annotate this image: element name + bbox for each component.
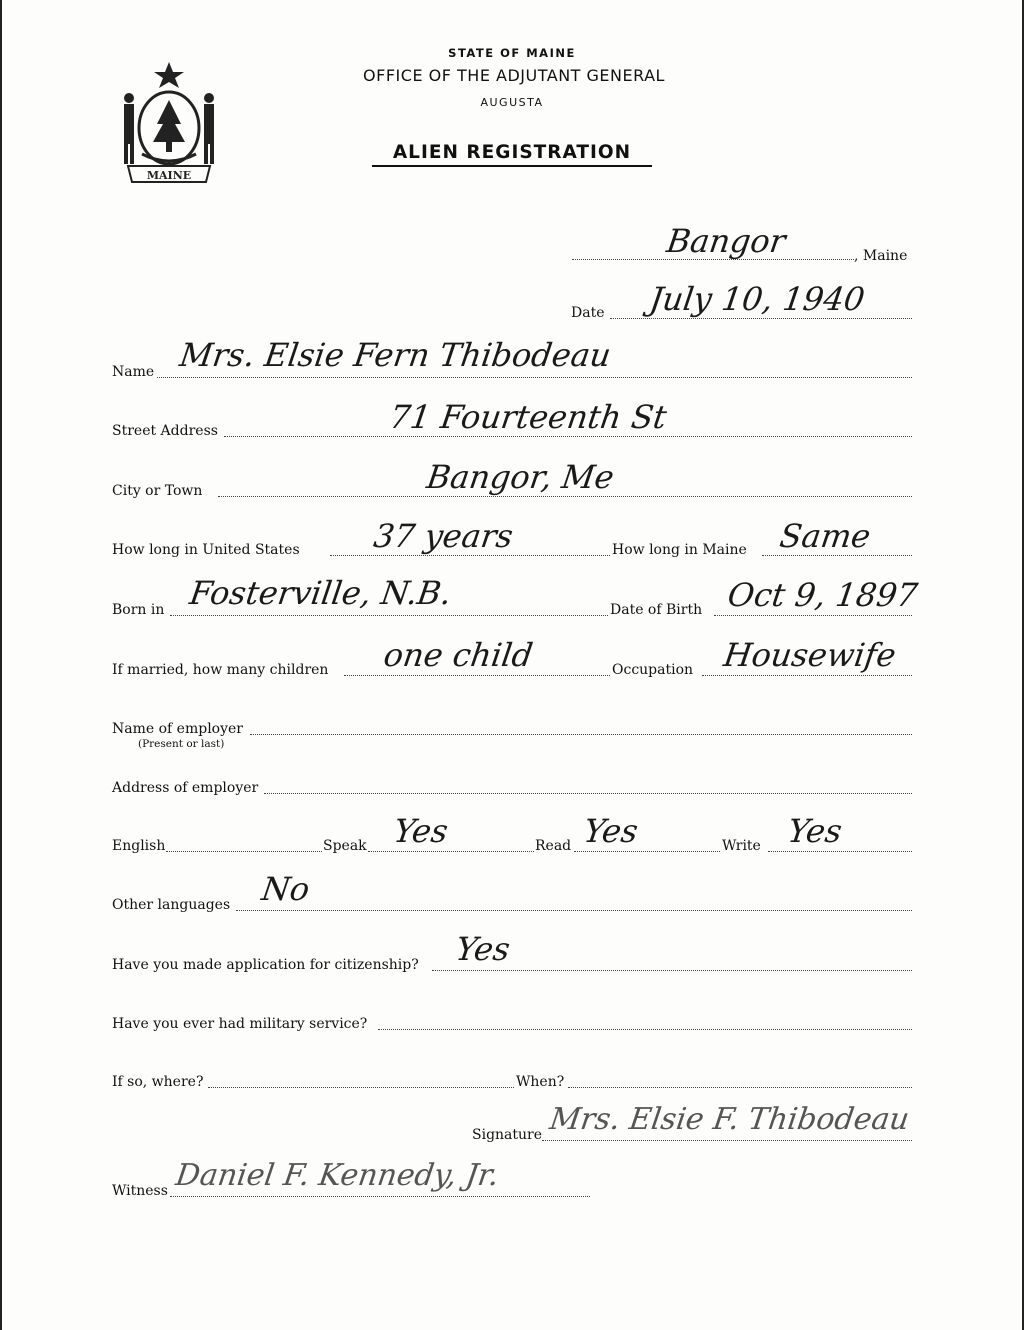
- occupation-label: Occupation: [612, 662, 694, 678]
- place-value: Bangor: [664, 222, 788, 260]
- state-heading: STATE OF MAINE: [448, 46, 576, 60]
- how-long-maine-line: [762, 555, 912, 556]
- children-label: If married, how many children: [112, 662, 329, 678]
- other-languages-label: Other languages: [112, 897, 231, 913]
- date-of-birth-label: Date of Birth: [610, 602, 703, 618]
- military-line: [378, 1029, 912, 1030]
- where-line: [208, 1087, 514, 1088]
- born-in-value: Fosterville, N.B.: [187, 574, 454, 612]
- write-label: Write: [722, 838, 761, 854]
- born-in-line: [170, 615, 608, 616]
- city-value: Bangor, Me: [424, 458, 617, 496]
- citizenship-label: Have you made application for citizenship?: [112, 957, 419, 973]
- speak-value: Yes: [391, 812, 451, 850]
- city-heading: AUGUSTA: [480, 96, 544, 109]
- svg-text:MAINE: MAINE: [146, 169, 192, 182]
- how-long-us-label: How long in United States: [112, 542, 300, 558]
- signature-label: Signature: [472, 1127, 543, 1143]
- office-heading: OFFICE OF THE ADJUTANT GENERAL: [363, 66, 665, 85]
- employer-address-line: [264, 793, 912, 794]
- where-label: If so, where?: [112, 1074, 204, 1090]
- date-of-birth-line: [714, 615, 912, 616]
- date-label: Date: [571, 305, 605, 321]
- how-long-us-line: [330, 555, 610, 556]
- write-value: Yes: [785, 812, 845, 850]
- signature-value: Mrs. Elsie F. Thibodeau: [547, 1102, 912, 1137]
- date-line: [610, 318, 912, 319]
- read-line: [574, 851, 720, 852]
- speak-label: Speak: [323, 838, 367, 854]
- english-label: English: [112, 838, 166, 854]
- when-line: [568, 1087, 912, 1088]
- children-value: one child: [381, 636, 536, 674]
- employer-line: [250, 734, 912, 735]
- maine-label: , Maine: [854, 248, 908, 264]
- date-value: July 10, 1940: [647, 280, 868, 318]
- name-value: Mrs. Elsie Fern Thibodeau: [177, 336, 614, 374]
- read-label: Read: [535, 838, 572, 854]
- how-long-us-value: 37 years: [371, 517, 516, 555]
- other-languages-line: [236, 910, 912, 911]
- how-long-maine-label: How long in Maine: [612, 542, 747, 558]
- military-label: Have you ever had military service?: [112, 1016, 368, 1032]
- when-label: When?: [516, 1074, 565, 1090]
- speak-line: [368, 851, 534, 852]
- employer-note: (Present or last): [138, 738, 225, 750]
- street-label: Street Address: [112, 423, 218, 439]
- how-long-maine-value: Same: [777, 517, 873, 555]
- name-line: [157, 377, 912, 378]
- street-value: 71 Fourteenth St: [387, 398, 669, 436]
- city-line: [218, 496, 912, 497]
- employer-address-label: Address of employer: [112, 780, 259, 796]
- city-label: City or Town: [112, 483, 203, 499]
- citizenship-value: Yes: [453, 930, 513, 968]
- other-languages-value: No: [259, 870, 312, 908]
- employer-label: Name of employer: [112, 721, 243, 737]
- citizenship-line: [432, 970, 912, 971]
- witness-value: Daniel F. Kennedy, Jr.: [173, 1158, 502, 1193]
- write-line: [768, 851, 912, 852]
- signature-line: [542, 1140, 912, 1141]
- name-label: Name: [112, 364, 155, 380]
- occupation-value: Housewife: [721, 636, 899, 674]
- born-in-label: Born in: [112, 602, 165, 618]
- form-title: ALIEN REGISTRATION: [372, 142, 652, 167]
- children-line: [344, 675, 610, 676]
- date-of-birth-value: Oct 9, 1897: [725, 576, 920, 614]
- read-value: Yes: [581, 812, 641, 850]
- witness-label: Witness: [112, 1183, 168, 1199]
- witness-line: [170, 1196, 590, 1197]
- english-line: [166, 851, 322, 852]
- occupation-line: [702, 675, 912, 676]
- street-line: [224, 436, 912, 437]
